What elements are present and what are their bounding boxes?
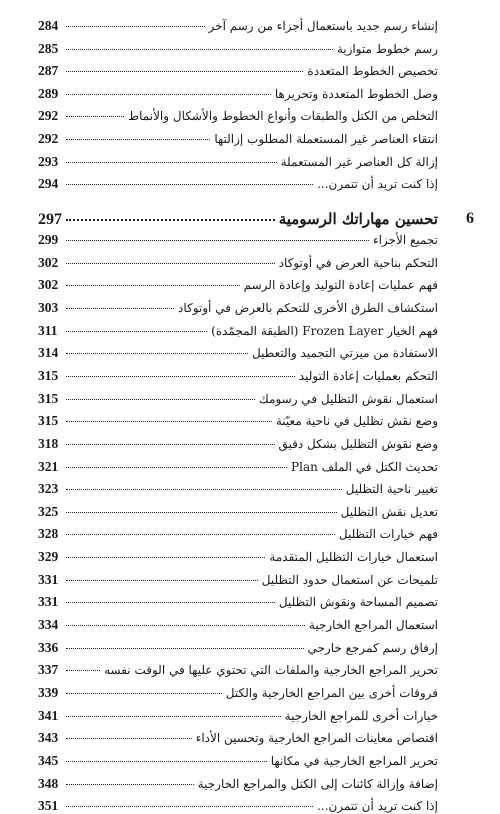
toc-entry bbox=[38, 572, 438, 588]
toc-entry-title: الاستفادة من ميزتي التجميد والتعطيل bbox=[251, 346, 438, 361]
dot-leader bbox=[66, 376, 295, 377]
toc-page-number: 348 bbox=[38, 775, 59, 791]
toc-entry bbox=[38, 277, 438, 293]
toc-entry-title: انتقاء العناصر غير المستعملة المطلوب إزالتها bbox=[214, 132, 438, 146]
toc-entry bbox=[38, 63, 438, 79]
dot-leader bbox=[66, 308, 174, 309]
dot-leader bbox=[66, 184, 313, 185]
toc-entry bbox=[38, 459, 438, 475]
toc-entry-title: وضع نقوش التظليل بشكل دقيق bbox=[278, 436, 438, 451]
toc-page-number: 299 bbox=[38, 232, 59, 247]
toc-page-number: 351 bbox=[38, 798, 59, 814]
toc-page-number: 331 bbox=[38, 571, 59, 587]
dot-leader bbox=[66, 94, 271, 95]
toc-entry-title: التخلص من الكتل والطبقات وأنواع الخطوط والأشكال والأنماط bbox=[128, 109, 438, 124]
toc-page-number: 325 bbox=[38, 503, 59, 519]
toc-page-number: 289 bbox=[38, 85, 59, 101]
toc-page-number: 328 bbox=[38, 526, 59, 542]
dot-leader bbox=[66, 240, 369, 241]
toc-entry bbox=[38, 481, 438, 497]
toc-entry-title: استكشاف الطرق الأخرى للتحكم بالعرض في أوتوكاد bbox=[178, 300, 438, 315]
toc-page-number: 284 bbox=[38, 18, 59, 33]
toc-page-number: 341 bbox=[38, 707, 59, 723]
toc-entry bbox=[38, 345, 438, 361]
toc-entry-title: فهم عمليات إعادة التوليد وإعادة الرسم bbox=[243, 278, 438, 293]
toc-entry-title: تخصيص الخطوط المتعددة bbox=[307, 64, 438, 79]
toc-entry-title: التحكم بعمليات إعادة التوليد bbox=[298, 368, 438, 383]
toc-entry bbox=[38, 108, 438, 124]
toc-page-number: 302 bbox=[38, 254, 59, 270]
toc-entry-title: فهم الخيار Frozen Layer (الطبقة المجمّدة) bbox=[211, 323, 438, 338]
toc-page-number: 339 bbox=[38, 685, 59, 700]
toc-entry-title: وضع نقش تظليل في ناحية معيّنة bbox=[275, 414, 438, 429]
toc-entry bbox=[38, 662, 438, 678]
toc-entry bbox=[38, 730, 438, 746]
toc-entry bbox=[38, 232, 438, 248]
toc-page-number: 314 bbox=[38, 345, 59, 361]
toc-entry bbox=[38, 368, 438, 384]
toc-entry bbox=[38, 391, 438, 407]
toc-page-number: 294 bbox=[38, 176, 59, 192]
toc-entry-title: استعمال خيارات التظليل المتقدمة bbox=[269, 550, 438, 565]
toc-entry-title: إنشاء رسم جديد باستعمال أجزاء من رسم آخر bbox=[208, 19, 438, 33]
toc-entry bbox=[38, 154, 438, 170]
dot-leader bbox=[66, 285, 240, 286]
toc-entry-title: وصل الخطوط المتعددة وتحريرها bbox=[274, 86, 438, 101]
toc-page-number: 287 bbox=[38, 63, 59, 79]
toc-entry bbox=[38, 798, 438, 814]
toc-page-number: 331 bbox=[38, 594, 59, 610]
toc-entry-title: استعمال المراجع الخارجية bbox=[308, 618, 438, 633]
toc-page-number: 315 bbox=[38, 367, 59, 383]
toc-entry-title: تصميم المساحة ونقوش التظليل bbox=[278, 595, 438, 610]
dot-leader bbox=[66, 738, 192, 739]
toc-page-number: 334 bbox=[38, 617, 59, 633]
toc-page-number: 315 bbox=[38, 413, 59, 429]
toc-entry bbox=[38, 708, 438, 724]
dot-leader bbox=[66, 489, 342, 490]
dot-leader bbox=[66, 331, 207, 332]
toc-entry bbox=[38, 131, 438, 147]
toc-page-number: 337 bbox=[38, 662, 59, 678]
toc-entry bbox=[38, 413, 438, 429]
dot-leader bbox=[66, 444, 275, 445]
dot-leader bbox=[66, 116, 124, 117]
toc-entry bbox=[38, 640, 438, 656]
toc-entry-title: إذا كنت تريد أن تتمرن... bbox=[317, 177, 438, 192]
dot-leader bbox=[66, 806, 313, 807]
toc-entry bbox=[38, 753, 438, 769]
dot-leader bbox=[66, 263, 275, 264]
toc-page-number: 318 bbox=[38, 435, 59, 451]
toc-page-number: 329 bbox=[38, 549, 59, 565]
toc-entry bbox=[38, 549, 438, 565]
toc-entry-title: إضافة وإزالة كائنات إلى الكتل والمراجع الخارجية bbox=[197, 776, 438, 791]
toc-entry bbox=[38, 617, 438, 633]
chapter-number: 6 bbox=[466, 210, 474, 227]
toc-entry bbox=[38, 176, 438, 192]
toc-entry-title: إرفاق رسم كمرجع خارجي bbox=[307, 640, 438, 655]
toc-entry bbox=[38, 255, 438, 271]
dot-leader bbox=[66, 71, 303, 72]
dot-leader bbox=[66, 219, 275, 221]
dot-leader bbox=[66, 49, 333, 50]
dot-leader bbox=[66, 421, 272, 422]
toc-entry-title: اقتصاص معاينات المراجع الخارجية وتحسين الأداء bbox=[195, 731, 438, 746]
chapter-page-number: 297 bbox=[38, 211, 62, 228]
dot-leader bbox=[66, 602, 275, 603]
toc-entry bbox=[38, 504, 438, 520]
dot-leader bbox=[66, 534, 335, 535]
toc-page-number: 311 bbox=[38, 322, 58, 338]
dot-leader bbox=[66, 399, 255, 400]
toc-entry-title: تحديث الكتل في الملف Plan bbox=[291, 459, 438, 474]
dot-leader bbox=[66, 625, 305, 626]
toc-page-number: 343 bbox=[38, 730, 59, 746]
toc-entry-title: تحرير المراجع الخارجية في مكانها bbox=[270, 753, 438, 768]
toc-entry bbox=[38, 685, 438, 701]
dot-leader bbox=[66, 784, 194, 785]
dot-leader bbox=[66, 26, 205, 27]
toc-page-number: 292 bbox=[38, 108, 59, 124]
toc-entry bbox=[38, 776, 438, 792]
toc-page-number: 315 bbox=[38, 390, 59, 406]
toc-entry-title: خيارات أخرى للمراجع الخارجية bbox=[284, 708, 438, 723]
dot-leader bbox=[66, 761, 267, 762]
toc-entry-title: تعديل نقش التظليل bbox=[340, 504, 438, 519]
toc-entry bbox=[38, 18, 438, 34]
toc-page-number: 323 bbox=[38, 481, 59, 497]
toc-entry-title: تلميحات عن استعمال حدود التظليل bbox=[261, 572, 438, 587]
toc-entry-title: رسم خطوط متوازية bbox=[336, 41, 438, 56]
toc-entry-title: تجميع الأجزاء bbox=[372, 233, 438, 247]
chapter-title: تحسين مهاراتك الرسومية bbox=[278, 210, 438, 228]
toc-entry-title: إزالة كل العناصر غير المستعملة bbox=[280, 154, 438, 169]
dot-leader bbox=[66, 467, 287, 468]
toc-page-number: 302 bbox=[38, 277, 59, 293]
dot-leader bbox=[66, 648, 304, 649]
toc-entry bbox=[38, 323, 438, 339]
toc-entry bbox=[38, 526, 438, 542]
toc-entry bbox=[38, 436, 438, 452]
toc-page-number: 292 bbox=[38, 131, 59, 146]
toc-entry-title: التحكم بناحية العرض في أوتوكاد bbox=[278, 255, 438, 270]
toc-entry bbox=[38, 41, 438, 57]
dot-leader bbox=[66, 580, 258, 581]
toc-page-number: 345 bbox=[38, 752, 59, 768]
toc-entry-title: تغيير ناحية التظليل bbox=[345, 482, 438, 497]
toc-entry-title: استعمال نقوش التظليل في رسومك bbox=[258, 391, 438, 406]
dot-leader bbox=[66, 353, 248, 354]
toc-entry-title: تحرير المراجع الخارجية والملفات التي تحتوي عليها في الوقت نفسه bbox=[104, 663, 438, 678]
dot-leader bbox=[66, 512, 337, 513]
dot-leader bbox=[66, 716, 281, 717]
dot-leader bbox=[66, 557, 265, 558]
dot-leader bbox=[66, 139, 210, 140]
toc-entry-title: فهم خيارات التظليل bbox=[338, 527, 438, 542]
dot-leader bbox=[66, 670, 100, 671]
toc-page-number: 293 bbox=[38, 153, 59, 169]
toc-page-number: 285 bbox=[38, 40, 59, 56]
toc-page-number: 336 bbox=[38, 639, 59, 655]
dot-leader bbox=[66, 162, 277, 163]
toc-page-number: 321 bbox=[38, 458, 59, 474]
toc-entry bbox=[38, 594, 438, 610]
toc-entry-title: إذا كنت تريد أن تتمرن... bbox=[317, 799, 438, 814]
toc-entry bbox=[38, 300, 438, 316]
toc-entry-title: فروقات أخرى بين المراجع الخارجية والكتل bbox=[225, 686, 438, 700]
dot-leader bbox=[66, 693, 222, 694]
toc-page-number: 303 bbox=[38, 299, 59, 315]
toc-entry bbox=[38, 86, 438, 102]
chapter-heading bbox=[38, 210, 438, 229]
